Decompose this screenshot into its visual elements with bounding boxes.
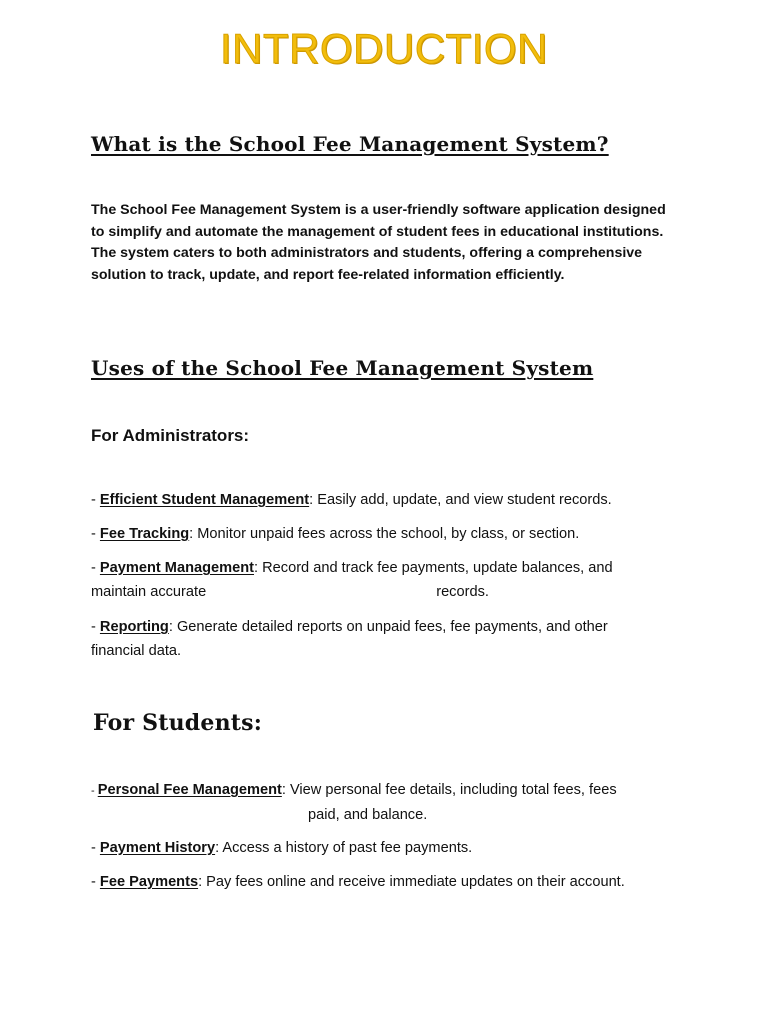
item-text: : View personal fee details, including total fees, fees bbox=[281, 782, 617, 798]
subheading-for-students: For Students: bbox=[93, 710, 263, 736]
item-dash: - bbox=[91, 840, 100, 856]
item-term: Payment History bbox=[99, 840, 216, 856]
item-text: : Pay fees online and receive immediate updates on their account. bbox=[198, 874, 625, 890]
item-text-line2: paid, and balance. bbox=[308, 807, 428, 823]
item-text-line2: financial data. bbox=[91, 643, 182, 659]
item-text: : Generate detailed reports on unpaid fees, fee payments, and other bbox=[168, 619, 608, 635]
item-dash: - bbox=[91, 526, 100, 542]
item-dash: - bbox=[91, 874, 100, 890]
item-dash: - bbox=[91, 560, 100, 576]
item-text: : Access a history of past fee payments. bbox=[215, 840, 473, 856]
item-dash: - bbox=[91, 619, 100, 635]
item-text-line2 bbox=[91, 580, 691, 604]
list-item bbox=[91, 522, 691, 546]
list-item bbox=[91, 778, 691, 827]
list-item bbox=[91, 556, 691, 604]
section-heading-uses: Uses of the School Fee Management System bbox=[91, 356, 594, 380]
item-term: Efficient Student Management bbox=[99, 492, 310, 508]
item-term: Reporting bbox=[99, 619, 169, 635]
item-text: : Easily add, update, and view student records. bbox=[309, 492, 612, 508]
item-term: Fee Payments bbox=[99, 874, 199, 890]
item-dash: - bbox=[91, 785, 98, 797]
list-item bbox=[91, 836, 691, 860]
list-item bbox=[91, 870, 691, 894]
item-term: Personal Fee Management bbox=[97, 782, 282, 798]
intro-paragraph: The School Fee Management System is a user-friendly software application designed to simplify and automate the management of student fees in educational institutions. The system caters to both administrators and students, offering a comprehensive solution to track, update, and report fee-related information efficiently. bbox=[91, 202, 666, 283]
item-text: : Monitor unpaid fees across the school, by class, or section. bbox=[189, 526, 580, 542]
section-heading-what-is: What is the School Fee Management System? bbox=[91, 132, 609, 156]
item-term: Fee Tracking bbox=[99, 526, 190, 542]
item-text-line2b: records. bbox=[436, 584, 489, 600]
item-term: Payment Management bbox=[99, 560, 255, 576]
list-item bbox=[91, 488, 691, 512]
document-title: INTRODUCTION bbox=[220, 25, 548, 72]
list-item bbox=[91, 615, 691, 663]
item-dash: - bbox=[91, 492, 100, 508]
item-text: : Record and track fee payments, update balances, and bbox=[254, 560, 613, 576]
subheading-for-administrators: For Administrators: bbox=[91, 426, 250, 445]
item-text-line2a: maintain accurate bbox=[91, 584, 207, 600]
